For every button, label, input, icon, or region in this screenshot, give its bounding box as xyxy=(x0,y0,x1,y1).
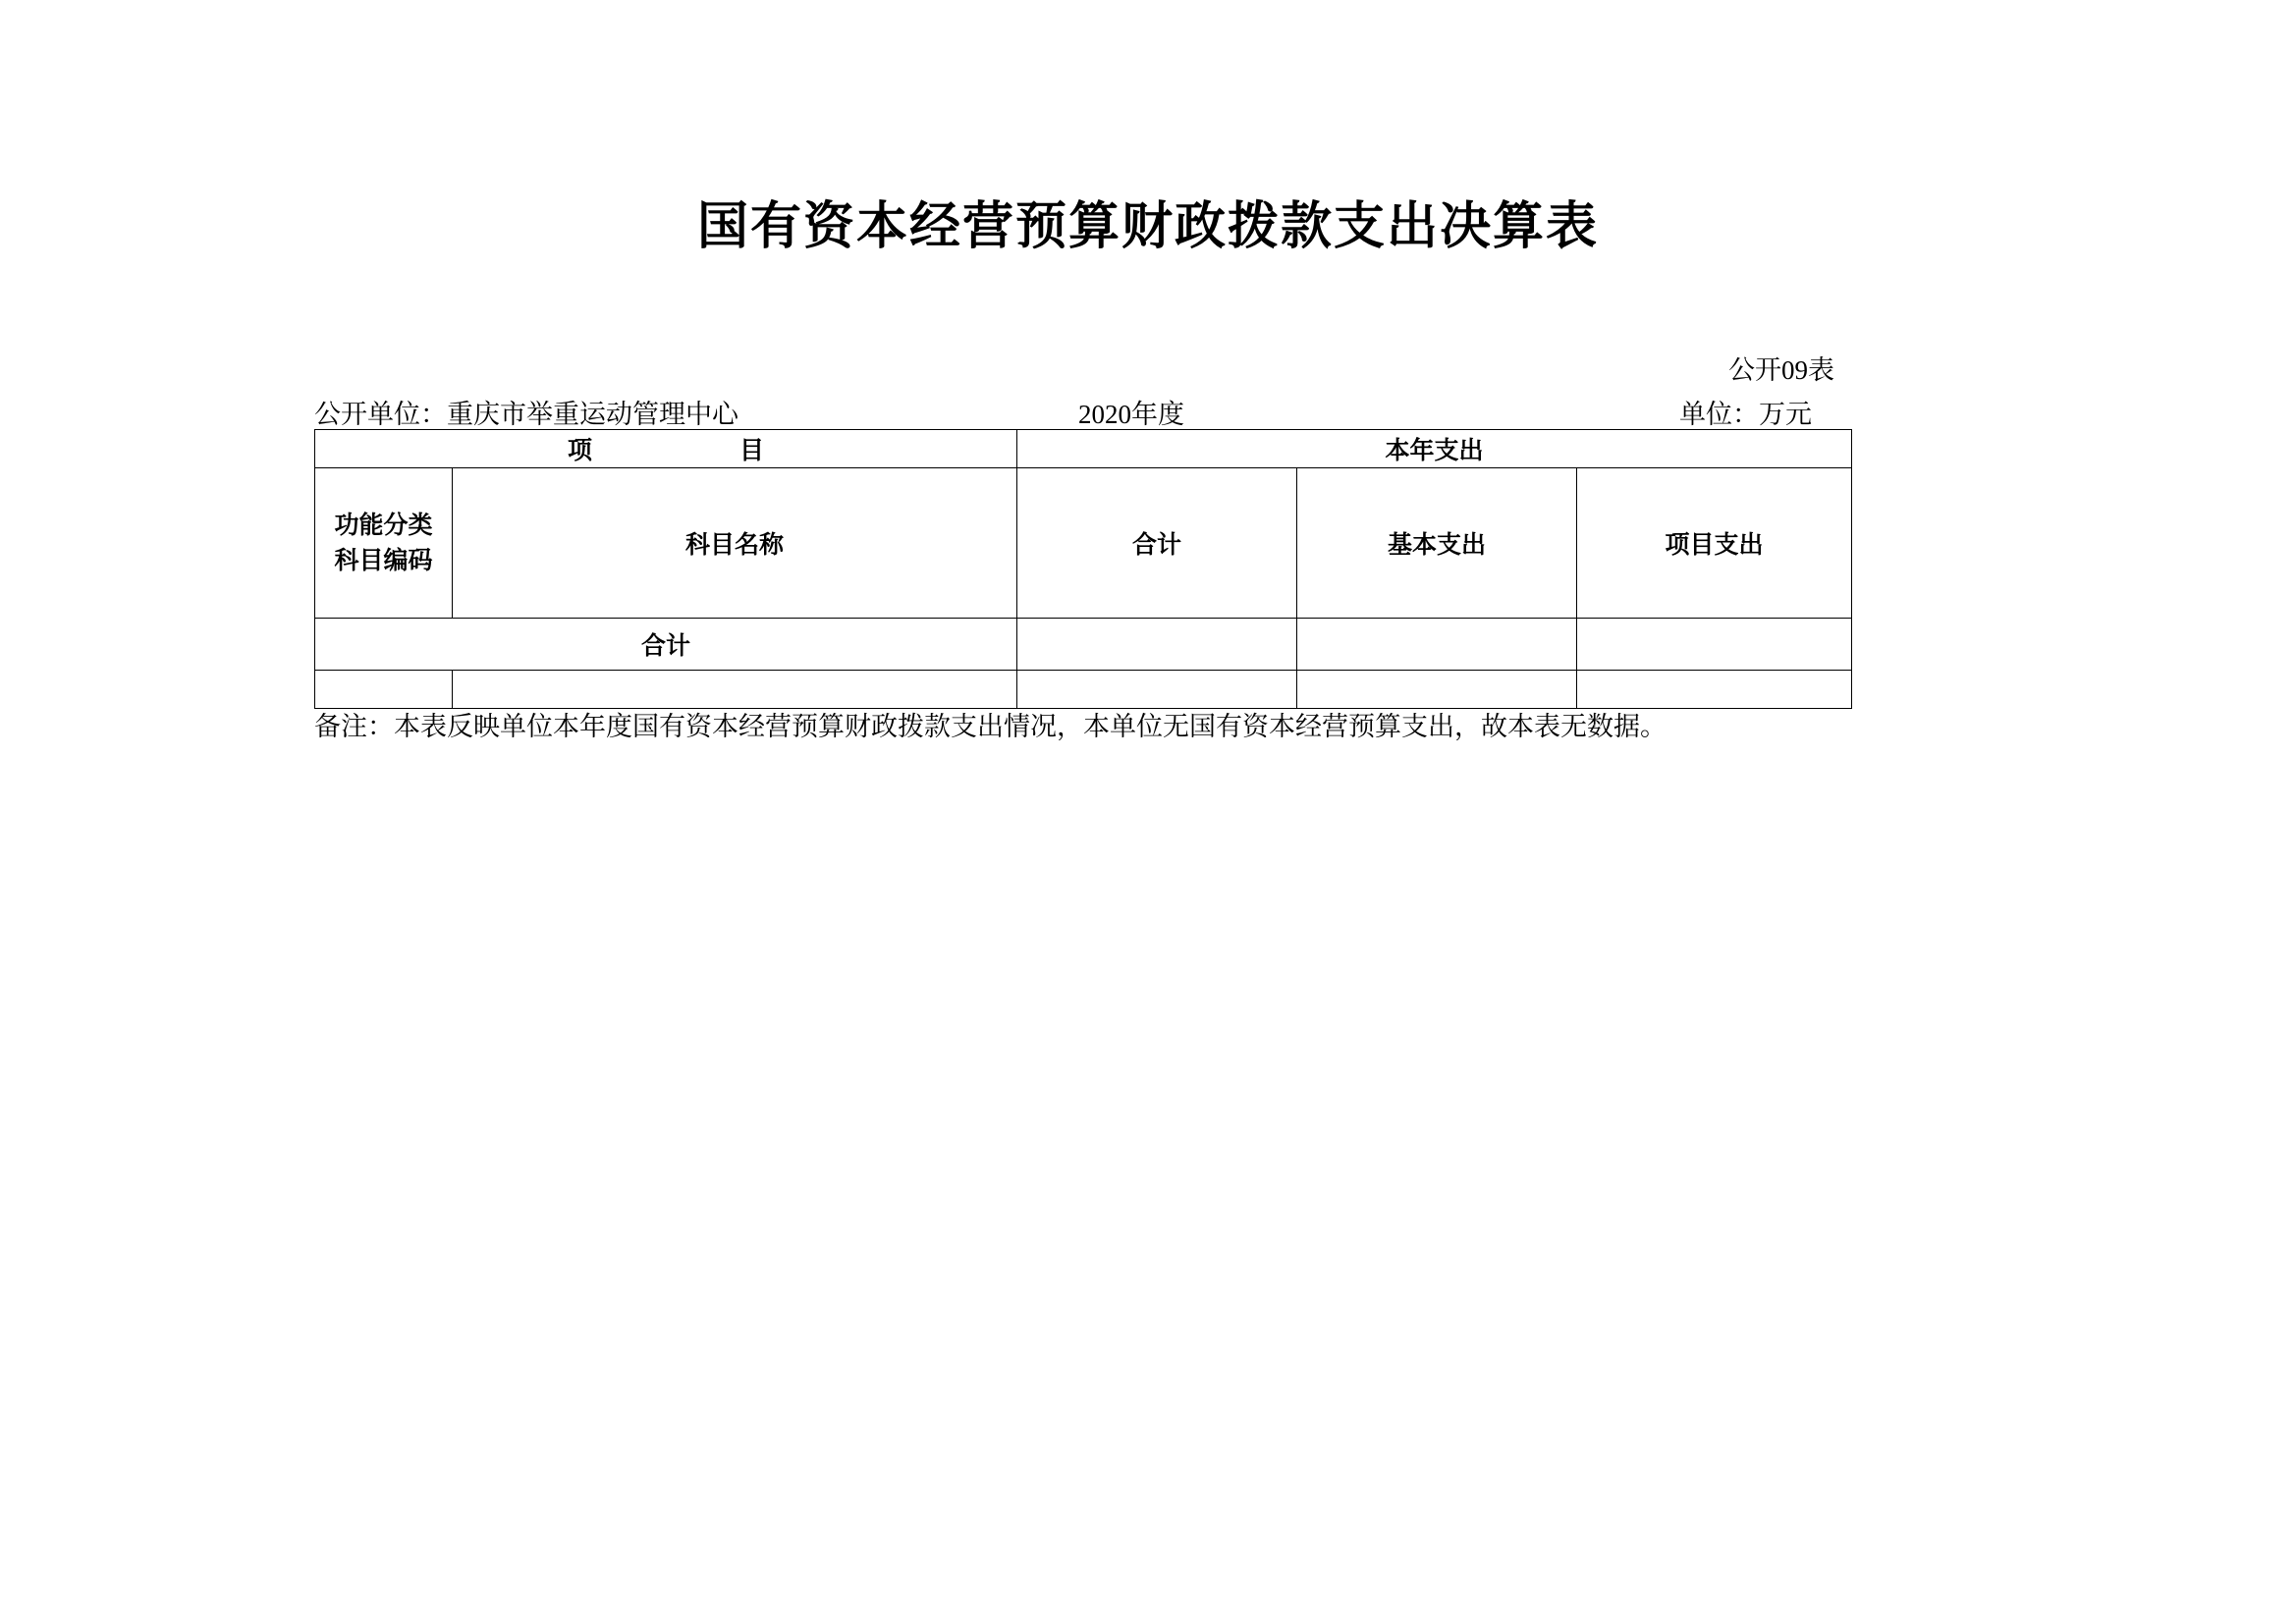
empty-row-total xyxy=(1017,671,1297,709)
total-row-total xyxy=(1017,619,1297,671)
money-unit: 单位：万元 xyxy=(1679,400,1812,429)
header-function-code xyxy=(315,468,453,619)
empty-row-basic-expense xyxy=(1297,671,1577,709)
header-group-item-left: 项 xyxy=(567,437,592,464)
disclosure-unit-label: 公开单位： xyxy=(314,400,447,429)
header-project-expense: 项目支出 xyxy=(1577,468,1852,619)
disclosure-unit xyxy=(314,393,738,431)
table-note: 备注：本表反映单位本年度国有资本经营预算财政拨款支出情况，本单位无国有资本经营预算支出，故本表无数据。 xyxy=(314,712,1667,741)
header-group-current-year: 本年支出 xyxy=(1017,430,1852,468)
table-row xyxy=(315,671,1852,709)
expenditure-table xyxy=(314,429,1852,709)
header-basic-expense: 基本支出 xyxy=(1297,468,1577,619)
table-header-group-row xyxy=(315,430,1852,468)
table-row xyxy=(315,619,1852,671)
empty-row-code xyxy=(315,671,453,709)
header-subject-name: 科目名称 xyxy=(453,468,1017,619)
disclosure-unit-value: 重庆市举重运动管理中心 xyxy=(447,400,738,429)
empty-row-project-expense xyxy=(1577,671,1852,709)
form-number: 公开09表 xyxy=(1728,355,1834,385)
total-row-project-expense xyxy=(1577,619,1852,671)
fiscal-year: 2020年度 xyxy=(1078,400,1184,429)
table-header-row xyxy=(315,468,1852,619)
header-function-code-line1: 功能分类 xyxy=(334,511,433,539)
total-row-label: 合计 xyxy=(315,619,1017,671)
header-group-item xyxy=(315,430,1017,468)
header-total: 合计 xyxy=(1017,468,1297,619)
page-title: 国有资本经营预算财政拨款支出决算表 xyxy=(696,198,1599,255)
header-group-item-right: 目 xyxy=(739,437,765,464)
empty-row-subject-name xyxy=(453,671,1017,709)
total-row-basic-expense xyxy=(1297,619,1577,671)
header-function-code-line2: 科目编码 xyxy=(334,547,433,574)
